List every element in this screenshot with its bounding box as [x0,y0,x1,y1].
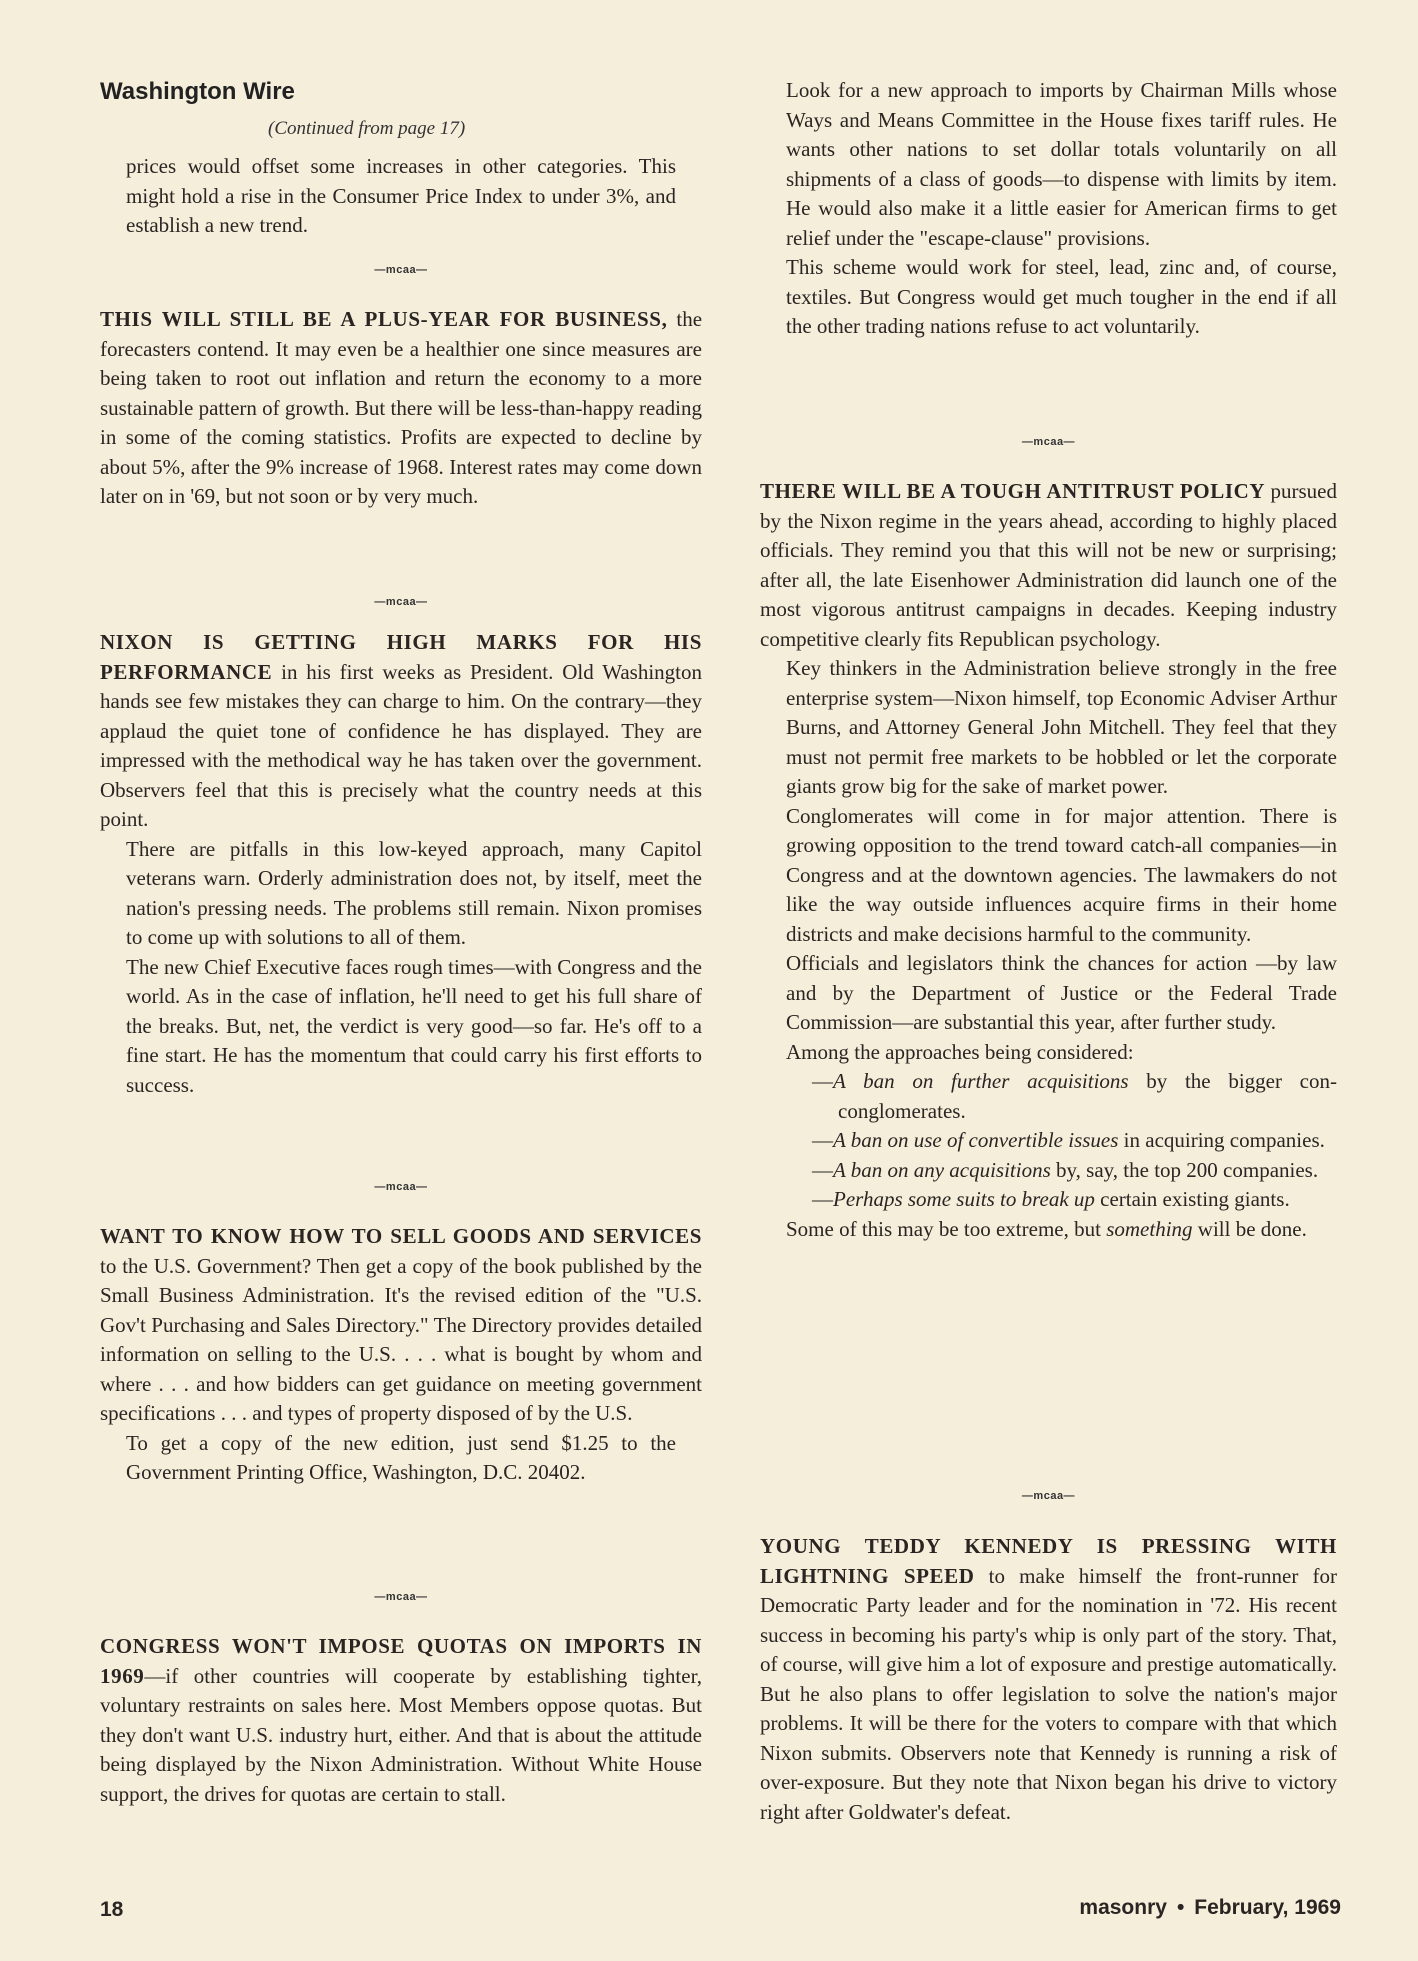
section-heading: YOUNG TEDDY KENNEDY IS PRESSING WITH LIGHTNING SPEED [760,1534,1337,1588]
section-business [100,305,702,512]
section-body: to the U.S. Government? Then get a copy of the book published by the Small Business Administration. It's the revised edition of the "U.S. Gov't Purchasing and Sales Directory." The Directory provides detailed information on selling to the U.S. . . . what is bought by whom and where . . . and how bidders can get guidance on meeting government specifications . . . and types of property disposed of by the U.S. [100,1253,702,1425]
separator: —mcaa— [1021,436,1076,448]
list-item: —A ban on further acquisitions by the bigger con-conglomerates. [812,1069,1337,1123]
section-quotas [100,1632,702,1809]
intro-paragraph: prices would offset some increases in other categories. This might hold a rise in the Consumer Price Index to under 3%, and establish a new trend. [126,154,676,237]
section-nixon [100,628,702,1100]
paragraph: Conglomerates will come in for major attention. There is growing opposition to the trend toward catch-all companies—in Congress and at the downtown agencies. The lawmakers do not like the way outside influences acquire firms in their home districts and make decisions harmful to the community. [786,803,1337,946]
section-kennedy [760,1532,1337,1827]
list-item: —Perhaps some suits to break up certain existing giants. [812,1187,1290,1211]
section-body: pursued by the Nixon regime in the years ahead, according to highly placed officials. They remind you that this will not be new or surprising; after all, the late Eisenhower Administration did launch one of the most vigorous antitrust campaigns in decades. Keeping industry competitive clearly fits Republican psychology. [760,479,1337,651]
paragraph: There are pitfalls in this low-keyed approach, many Capitol veterans warn. Orderly administration does not, by itself, meet the nation's pressing needs. The problems still remain. Nixon promises to come up with solutions to all of them. [126,836,702,949]
separator: —mcaa— [374,1181,428,1193]
separator: —mcaa— [374,1591,428,1603]
separator: —mcaa— [374,264,428,276]
column-title: Washington Wire [100,78,295,105]
section-sell-goods [100,1222,702,1488]
section-quotas-continued [786,76,1337,342]
section-body: in his first weeks as President. Old Washington hands see few mistakes they can charge to him. On the contrary—they applaud the quiet tone of confidence he has displayed. They are impressed with the methodical way he has taken over the government. Observers feel that this is precisely what the country needs at this point. [100,659,702,831]
paragraph: Some of this may be too extreme, but something will be done. [786,1216,1307,1241]
magazine-name: masonry [1079,1896,1167,1919]
separator: —mcaa— [1021,1490,1076,1502]
section-lead [100,628,702,835]
section-lead [100,1222,702,1429]
section-heading: WANT TO KNOW HOW TO SELL GOODS AND SERVICES [100,1224,702,1248]
section-body: the forecasters contend. It may even be a healthier one since measures are being taken to root out inflation and return the economy to a more sustainable pattern of growth. But there will be less-than-happy reading in some of the coming statistics. Profits are expected to decline by about 5%, after the 9% increase of 1968. Interest rates may come down later on in '69, but not soon or by very much. [100,307,703,508]
paragraph: This scheme would work for steel, lead, zinc and, of course, textiles. But Congress would get much tougher in the end if all the other trading nations refuse to act voluntarily. [786,255,1337,338]
paragraph: Key thinkers in the Administration believe strongly in the free enterprise system—Nixon himself, top Economic Adviser Arthur Burns, and Attorney General John Mitchell. They feel that they must not permit free markets to be hobbled or let the corporate giants grow big for the sake of market power. [786,656,1337,798]
paragraph: The new Chief Executive faces rough times—with Congress and the world. As in the case of inflation, he'll need to get his full share of the breaks. But, net, the verdict is very good—so far. He's off to a fine start. He has the momentum that could carry his first efforts to success. [126,954,702,1097]
section-heading: NIXON IS GETTING HIGH MARKS FOR HIS PERFORMANCE [100,630,702,684]
section-body: —if other countries will cooperate by establishing tighter, voluntary restraints on sales here. Most Members oppose quotas. But they don't want U.S. industry hurt, either. And that is about the attitude being displayed by the Nixon Administration. Without White House support, the drives for quotas are certain to stall. [100,1663,702,1806]
section-heading: THIS WILL STILL BE A PLUS-YEAR FOR BUSINESS, [100,307,668,331]
footer-publication [1079,1896,1341,1920]
section-heading: THERE WILL BE A TOUGH ANTITRUST POLICY [760,479,1266,503]
bullet: • [1176,1896,1185,1919]
issue-date: February, 1969 [1194,1896,1341,1919]
section-heading: CONGRESS WON'T IMPOSE QUOTAS ON IMPORTS IN 1969 [100,1634,702,1688]
page-number: 18 [100,1898,124,1921]
section-antitrust [760,477,1337,1244]
approaches-list [760,1067,1337,1215]
continued-note: (Continued from page 17) [268,118,466,139]
list-item: —A ban on any acquisitions by, say, the top 200 companies. [812,1157,1319,1182]
paragraph: Look for a new approach to imports by Chairman Mills whose Ways and Means Committee in the House fixes tariff rules. He wants other nations to set dollar totals voluntarily on all shipments of a class of goods—to dispense with limits by item. He would also make it a little easier for American firms to get relief under the "escape-clause" provisions. [786,78,1337,250]
paragraph: To get a copy of the new edition, just send $1.25 to the Government Printing Office, Washington, D.C. 20402. [126,1430,676,1484]
paragraph: Officials and legislators think the chances for action —by law and by the Department of Justice or the Federal Trade Commission—are substantial this year, after further study. [786,951,1337,1034]
list-item: —A ban on use of convertible issues in acquiring companies. [812,1128,1325,1152]
separator: —mcaa— [374,596,428,608]
paragraph: Among the approaches being considered: [786,1039,1134,1064]
section-body: to make himself the front-runner for Democratic Party leader and for the nomination in '72. His recent success in becoming his party's whip is only part of the story. That, of course, will give him a lot of exposure and prestige automatically. But he also plans to offer legislation to solve the nation's major problems. It will be there for the voters to compare with that which Nixon submits. Observers note that Kennedy is running a risk of over-exposure. But they note that Nixon began his drive to victory right after Goldwater's defeat. [760,1563,1337,1824]
section-lead [760,477,1337,654]
